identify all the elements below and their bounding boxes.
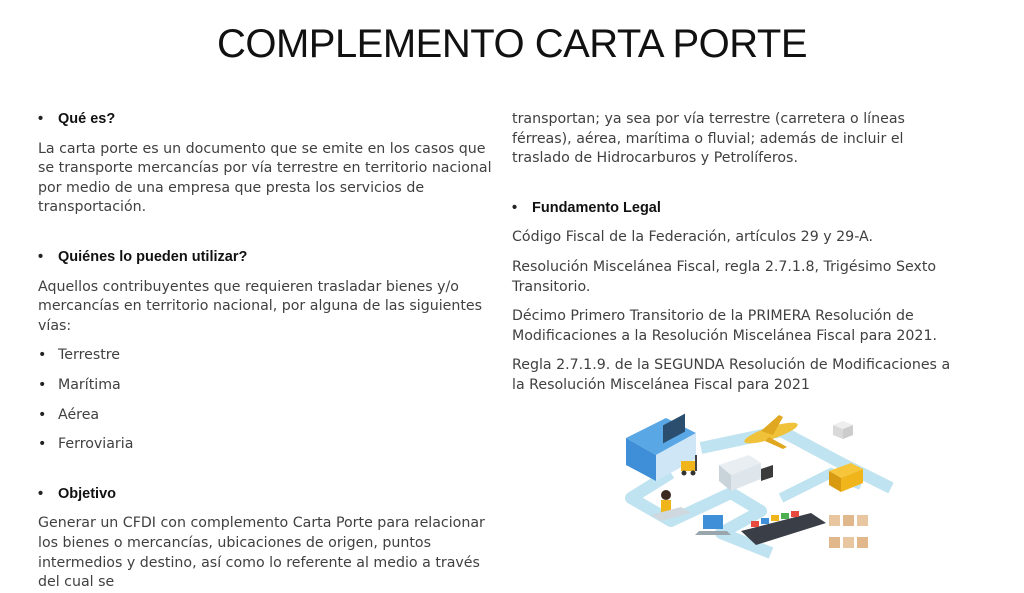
boxes-icon <box>829 515 868 548</box>
objetivo-text: Generar un CFDI con complemento Carta Porte para relacionar los bienes o mercancías, ubicaciones de origen, puntos intermedios y destino, así como lo referente al medio a través del cual se <box>38 515 485 591</box>
que-es-heading: • Qué es? <box>38 110 498 130</box>
ref-regla-2719: Regla 2.7.1.9. de la SEGUNDA Resolución de Modificaciones a la Resolución Miscelánea Fiscal para 2021 <box>512 357 951 393</box>
left-column <box>38 110 498 593</box>
via-item-aerea: • Aérea <box>38 406 498 426</box>
via-item-terrestre: • Terrestre <box>38 346 498 366</box>
quienes-heading: • Quiénes lo pueden utilizar? <box>38 248 498 268</box>
ref-resolucion-miscelanea: Resolución Miscelánea Fiscal, regla 2.7.1.8, Trigésimo Sexto Transitorio. <box>512 258 937 295</box>
continuation-text: transportan; ya sea por vía terrestre (carretera o líneas férreas), aérea, marítima o fluvial; además de incluir el traslado de Hidrocarburos y Petrolíferos. <box>512 111 905 167</box>
logistics-illustration <box>611 403 897 567</box>
ref-decimo-primero: Décimo Primero Transitorio de la PRIMERA Resolución de Modificaciones a la Resolución Miscelánea Fiscal para 2021. <box>512 308 937 344</box>
fundamento-heading: • Fundamento Legal <box>512 199 962 219</box>
truck-icon <box>719 455 773 491</box>
quienes-text: Aquellos contribuyentes que requieren trasladar bienes y/o mercancías en territorio nacional, por alguna de las siguientes vías: <box>38 278 483 334</box>
via-item-ferroviaria: • Ferroviaria <box>38 435 498 455</box>
right-column <box>512 110 962 396</box>
via-item-maritima: • Marítima <box>38 376 498 396</box>
package-icon <box>833 421 853 439</box>
objetivo-heading: • Objetivo <box>38 485 498 505</box>
ref-codigo-fiscal: Código Fiscal de la Federación, artículos 29 y 29-A. <box>512 229 873 246</box>
que-es-text: La carta porte es un documento que se emite en los casos que se transporte mercancías por vía terrestre en territorio nacional por medio de una empresa que presta los servicios de transportación. <box>38 140 492 216</box>
slide-title: COMPLEMENTO CARTA PORTE <box>216 22 808 66</box>
road-path <box>631 473 771 553</box>
